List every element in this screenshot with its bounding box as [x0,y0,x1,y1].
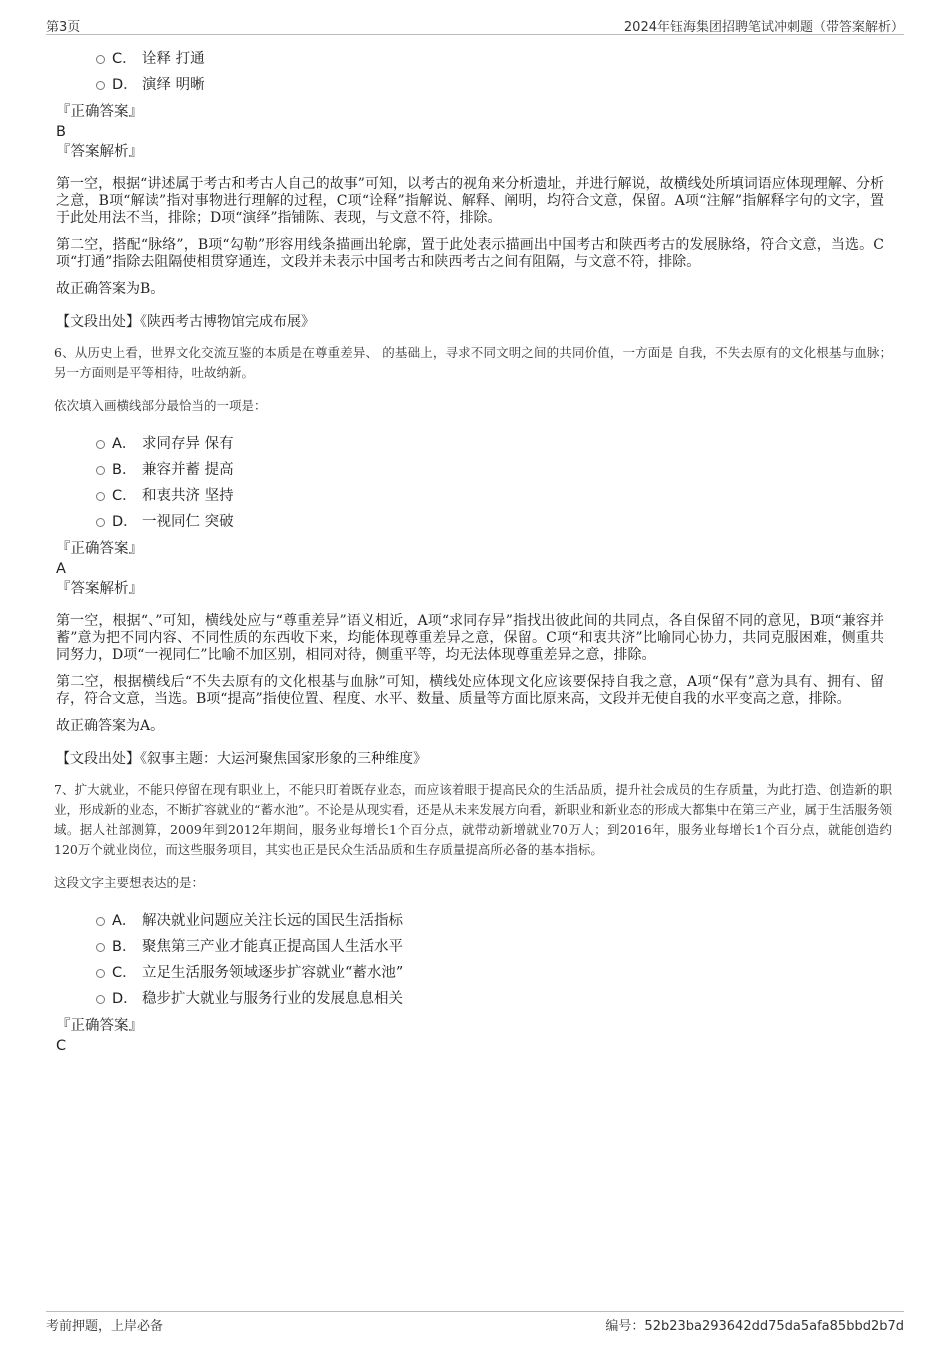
radio-icon[interactable] [96,81,105,90]
q7-option-b[interactable]: B． 聚焦第三产业才能真正提高国人生活水平 [96,932,950,958]
analysis-label: 『答案解析』 [56,144,143,160]
page-content [0,44,950,1056]
source-citation: 【文段出处】《叙事主题：大运河聚焦国家形象的三种维度》 [56,751,427,767]
q5-options [96,44,950,96]
page-number: 第3页 [46,20,81,35]
analysis-paragraph: 第二空，根据横线后“不失去原有的文化根基与血脉”可知，横线处应体现文化应该要保持自我之意，A项“保有”意为具有、拥有、留存，符合文意，当选。B项“提高”指使位置、程度、水平、数量、质量等方面比原来高，文段并无使自我的水平变高之意，排除。 [56,674,884,707]
radio-icon[interactable] [96,440,105,449]
radio-icon[interactable] [96,55,105,64]
analysis-paragraph: 第二空，搭配“脉络”，B项“勾勒”形容用线条描画出轮廓，置于此处表示描画出中国考古和陕西考古的发展脉络，符合文意，当选。C项“打通”指除去阻隔使相贯穿通连，文段并未表示中国考古和陕西考古之间有阻隔，与文意不符，排除。 [56,237,884,270]
analysis-conclusion: 故正确答案为B。 [56,281,165,297]
document-id: 编号：52b23ba293642dd75da5afa85bbd2b7d [605,1319,904,1334]
page-footer [46,1311,904,1336]
document-title: 2024年钰海集团招聘笔试冲刺题（带答案解析） [623,20,904,35]
answer-value: B [56,124,66,140]
q7-option-c[interactable]: C． 立足生活服务领域逐步扩容就业“蓄水池” [96,958,950,984]
radio-icon[interactable] [96,943,105,952]
q7-options [96,906,950,1010]
footer-slogan: 考前押题，上岸必备 [46,1319,164,1334]
source-citation: 【文段出处】《陕西考古博物馆完成布展》 [56,314,315,330]
question-6-text: 6、从历史上看，世界文化交流互鉴的本质是在尊重差异、 的基础上，寻求不同文明之间的共同价值，一方面是 自我，不失去原有的文化根基与血脉；另一方面则是平等相待，吐故纳新。 [54,345,892,380]
q5-option-d[interactable]: D． 演绎 明晰 [96,70,950,96]
analysis-conclusion: 故正确答案为A。 [56,718,165,734]
q5-option-c[interactable]: C． 诠释 打通 [96,44,950,70]
answer-label: 『正确答案』 [56,1018,143,1034]
question-6-prompt: 依次填入画横线部分最恰当的一项是： [54,398,267,413]
q6-option-d[interactable]: D． 一视同仁 突破 [96,507,950,533]
radio-icon[interactable] [96,466,105,475]
answer-value: C [56,1038,67,1054]
radio-icon[interactable] [96,917,105,926]
page-header [46,14,904,35]
analysis-label: 『答案解析』 [56,581,143,597]
q6-options [96,429,950,533]
answer-label: 『正确答案』 [56,541,143,557]
answer-label: 『正确答案』 [56,104,143,120]
q6-option-a[interactable]: A． 求同存异 保有 [96,429,950,455]
q7-option-d[interactable]: D． 稳步扩大就业与服务行业的发展息息相关 [96,984,950,1010]
analysis-paragraph: 第一空，根据“讲述属于考古和考古人自己的故事”可知，以考古的视角来分析遗址，并进行解说，故横线处所填词语应体现理解、分析之意，B项“解读”指对事物进行理解的过程，C项“诠释”指解说、解释、阐明，均符合文意，保留。A项“注解”指解释字句的文字，置于此处用法不当，排除；D项“演绎”指铺陈、表现，与文意不符，排除。 [56,176,884,226]
radio-icon[interactable] [96,492,105,501]
answer-value: A [56,561,66,577]
radio-icon[interactable] [96,969,105,978]
q6-option-c[interactable]: C． 和衷共济 坚持 [96,481,950,507]
question-7-text: 7、扩大就业，不能只停留在现有职业上，不能只盯着既存业态，而应该着眼于提高民众的生活品质，提升社会成员的生存质量，为此打造、创造新的职业，形成新的业态，不断扩容就业的“蓄水池”。不论是从现实看，还是从未来发展方向看，新职业和新业态的形成大都集中在第三产业，属于生活服务领域。据人社部测算，2009年到2012年期间，服务业每增长1个百分点，就带动新增就业70万人；到2016年，服务业每增长1个百分点，就能创造约120万个就业岗位，而这些服务项目，其实也正是民众生活品质和生存质量提高所必备的基本指标。 [54,782,892,857]
analysis-paragraph: 第一空，根据“、”可知，横线处应与“尊重差异”语义相近，A项“求同存异”指找出彼此间的共同点，各自保留不同的意见，B项“兼容并蓄”意为把不同内容、不同性质的东西收下来，均能体现尊重差异之意，保留。C项“和衷共济”比喻同心协力，共同克服困难，侧重共同努力，D项“一视同仁”比喻不加区别，相同对待，侧重平等，均无法体现尊重差异之意，排除。 [56,613,884,663]
radio-icon[interactable] [96,518,105,527]
q7-option-a[interactable]: A． 解决就业问题应关注长远的国民生活指标 [96,906,950,932]
q6-option-b[interactable]: B． 兼容并蓄 提高 [96,455,950,481]
radio-icon[interactable] [96,995,105,1004]
question-7-prompt: 这段文字主要想表达的是： [54,875,205,890]
